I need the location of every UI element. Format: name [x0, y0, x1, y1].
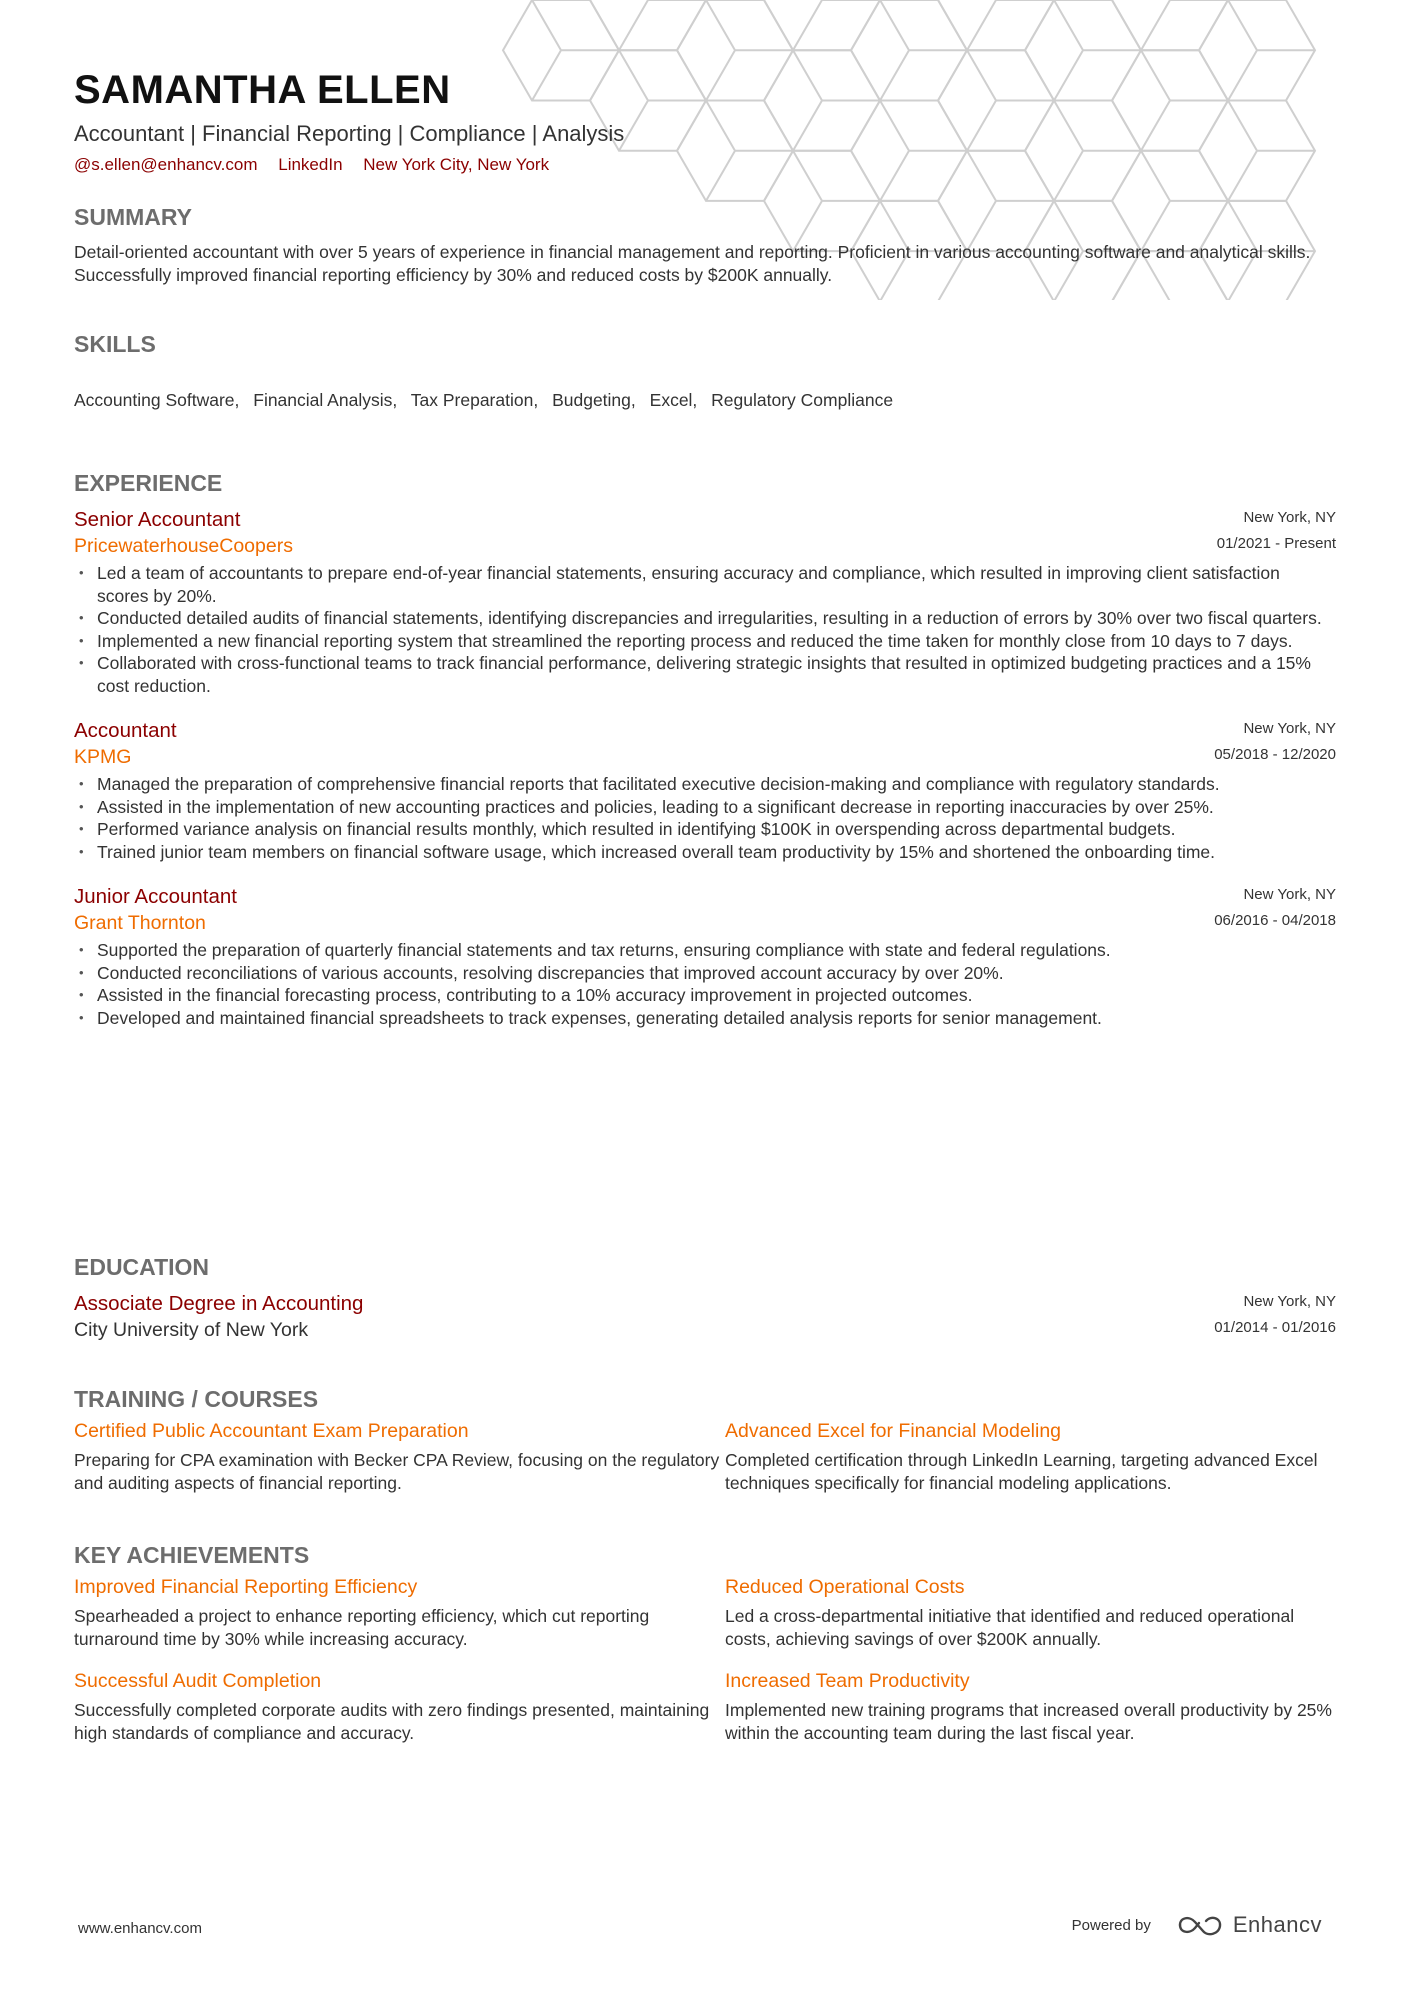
pattern-cube-edge	[1141, 0, 1228, 50]
job-bullet: • Collaborated with cross-functional teams to track financial performance, delivering strategic insights that resulted in optimized budgeting practices and a 15% cost reduction.	[74, 652, 1336, 697]
skill-item: Excel,	[649, 390, 698, 410]
training-text: Preparing for CPA examination with Becker CPA Review, focusing on the regulatory and auditing aspects of financial reporting.	[74, 1450, 720, 1493]
job-dates: 01/2021 - Present	[1216, 535, 1336, 552]
achievement-text: Successfully completed corporate audits with zero findings presented, maintaining high standards of compliance and accuracy.	[74, 1700, 710, 1743]
summary-text: Detail-oriented accountant with over 5 years of experience in financial management and reporting. Proficient in various accounting software and analytical skills. Successfully improved financial reporting efficiency by 30% and reduced costs by $200K annually.	[74, 242, 1311, 285]
job-bullet: • Implemented a new financial reporting system that streamlined the reporting process and reduced the time taken for monthly close from 10 days to 7 days.	[74, 630, 1336, 653]
achievements-grid	[74, 1574, 1336, 1744]
achievement-title: Successful Audit Completion	[74, 1670, 322, 1692]
education-location: New York, NY	[1243, 1293, 1336, 1310]
job-bullet: • Developed and maintained financial spreadsheets to track expenses, generating detailed analysis reports for senior management.	[74, 1007, 1336, 1030]
skills-list	[74, 388, 1336, 412]
job-dates: 06/2016 - 04/2018	[1214, 912, 1336, 929]
footer-website[interactable]: www.enhancv.com	[78, 1920, 202, 1937]
training-grid	[74, 1418, 1336, 1494]
achievement-card	[74, 1668, 725, 1744]
pattern-cube-edge	[793, 0, 880, 50]
job-location: New York, NY	[1243, 720, 1336, 737]
contact-location: New York City, New York	[363, 155, 550, 174]
pattern-hexagon	[938, 0, 1054, 50]
achievement-text: Spearheaded a project to enhance reporting efficiency, which cut reporting turnaround time by 30% while increasing accuracy.	[74, 1606, 650, 1649]
training-card	[725, 1418, 1336, 1494]
skill-item: Tax Preparation,	[410, 390, 539, 410]
achievement-title: Reduced Operational Costs	[725, 1576, 965, 1598]
achievement-title: Increased Team Productivity	[725, 1670, 970, 1692]
achievement-text: Implemented new training programs that increased overall productivity by 25% within the accounting team during the last fiscal year.	[725, 1700, 1332, 1743]
contact-line	[74, 154, 1336, 176]
footer-brand	[1072, 1912, 1322, 1938]
job-title: Senior Accountant	[74, 508, 241, 531]
skill-item: Budgeting,	[552, 390, 636, 410]
job-entry	[74, 507, 1336, 697]
experience-section	[74, 469, 1336, 1029]
pattern-hexagon	[1112, 0, 1228, 50]
job-bullet: • Managed the preparation of comprehensive financial reports that facilitated executive decision-making and compliance with regulatory standards.	[74, 773, 1336, 796]
job-company: KPMG	[74, 746, 132, 768]
achievement-title: Improved Financial Reporting Efficiency	[74, 1576, 418, 1598]
job-bullet: • Conducted reconciliations of various accounts, resolving discrepancies that improved account accuracy by over 20%.	[74, 962, 1336, 985]
summary-section	[74, 203, 1336, 287]
enhancv-logo-icon	[1177, 1912, 1225, 1938]
job-bullets	[74, 939, 1336, 1029]
job-bullet: • Assisted in the implementation of new accounting practices and policies, leading to a significant decrease in reporting inaccuracies by over 25%.	[74, 796, 1336, 819]
job-bullet: • Trained junior team members on financial software usage, which increased overall team productivity by 15% and shortened the onboarding time.	[74, 841, 1336, 864]
contact-linkedin[interactable]: LinkedIn	[278, 155, 343, 174]
job-company: PricewaterhouseCoopers	[74, 535, 293, 557]
job-title: Accountant	[74, 719, 177, 742]
pattern-cube-edge	[967, 0, 1054, 50]
training-text: Completed certification through LinkedIn Learning, targeting advanced Excel techniques specifically for financial modeling applications.	[725, 1450, 1318, 1493]
education-degree: Associate Degree in Accounting	[74, 1292, 364, 1315]
training-title: Certified Public Accountant Exam Preparation	[74, 1420, 469, 1442]
job-dates: 05/2018 - 12/2020	[1214, 746, 1336, 763]
job-bullets	[74, 562, 1336, 697]
job-bullet: • Assisted in the financial forecasting process, contributing to a 10% accuracy improvement in projected outcomes.	[74, 984, 1336, 1007]
job-meta	[1214, 716, 1336, 768]
education-section	[74, 1253, 1336, 1343]
job-bullet: • Performed variance analysis on financial results monthly, which resulted in identifying $100K in overspending across departmental budgets.	[74, 818, 1336, 841]
resume-page	[74, 66, 1336, 1743]
job-location: New York, NY	[1243, 509, 1336, 526]
pattern-cube-edge	[619, 0, 706, 50]
education-school: City University of New York	[74, 1319, 309, 1341]
job-bullet: • Supported the preparation of quarterly financial statements and tax returns, ensuring compliance with state and federal regulations.	[74, 939, 1336, 962]
brand-name: Enhancv	[1232, 1912, 1322, 1937]
resume-header	[74, 66, 1336, 176]
contact-email[interactable]: @s.ellen@enhancv.com	[74, 155, 258, 174]
education-entry	[74, 1291, 1336, 1343]
achievements-section	[74, 1541, 1336, 1744]
candidate-title: Accountant | Financial Reporting | Compliance | Analysis	[74, 121, 625, 146]
experience-heading: EXPERIENCE	[74, 470, 223, 496]
job-title: Junior Accountant	[74, 885, 237, 908]
job-bullet: • Led a team of accountants to prepare end-of-year financial statements, ensuring accuracy and compliance, which resulted in improving client satisfaction scores by 20%.	[74, 562, 1336, 607]
job-entry	[74, 718, 1336, 863]
pattern-hexagon	[764, 0, 880, 50]
job-meta	[1214, 882, 1336, 934]
education-meta	[1214, 1289, 1336, 1341]
achievement-text: Led a cross-departmental initiative that identified and reduced operational costs, achieving savings of over $200K annually.	[725, 1606, 1295, 1649]
job-company: Grant Thornton	[74, 912, 206, 934]
training-heading: TRAINING / COURSES	[74, 1386, 319, 1412]
achievement-card	[74, 1574, 725, 1650]
powered-by-label: Powered by	[1071, 1916, 1151, 1934]
summary-heading: SUMMARY	[74, 204, 192, 230]
skill-item: Regulatory Compliance	[711, 390, 894, 410]
achievement-card	[725, 1668, 1336, 1744]
training-title: Advanced Excel for Financial Modeling	[725, 1420, 1062, 1442]
candidate-name: SAMANTHA ELLEN	[74, 68, 451, 112]
achievements-heading: KEY ACHIEVEMENTS	[74, 1542, 310, 1568]
skill-item: Financial Analysis,	[253, 390, 398, 410]
job-location: New York, NY	[1243, 886, 1336, 903]
training-section	[74, 1385, 1336, 1494]
job-meta	[1217, 505, 1336, 557]
job-bullet: • Conducted detailed audits of financial statements, identifying discrepancies and irregularities, resulting in a reduction of errors by 30% over two fiscal quarters.	[74, 607, 1336, 630]
education-heading: EDUCATION	[74, 1254, 210, 1280]
job-entry	[74, 884, 1336, 1029]
skills-section	[74, 330, 1336, 412]
pattern-hexagon	[590, 0, 706, 50]
skills-heading: SKILLS	[74, 331, 156, 357]
achievement-card	[725, 1574, 1336, 1650]
training-card	[74, 1418, 725, 1494]
education-dates: 01/2014 - 01/2016	[1214, 1319, 1336, 1336]
job-bullets	[74, 773, 1336, 863]
skill-item: Accounting Software,	[74, 390, 240, 410]
